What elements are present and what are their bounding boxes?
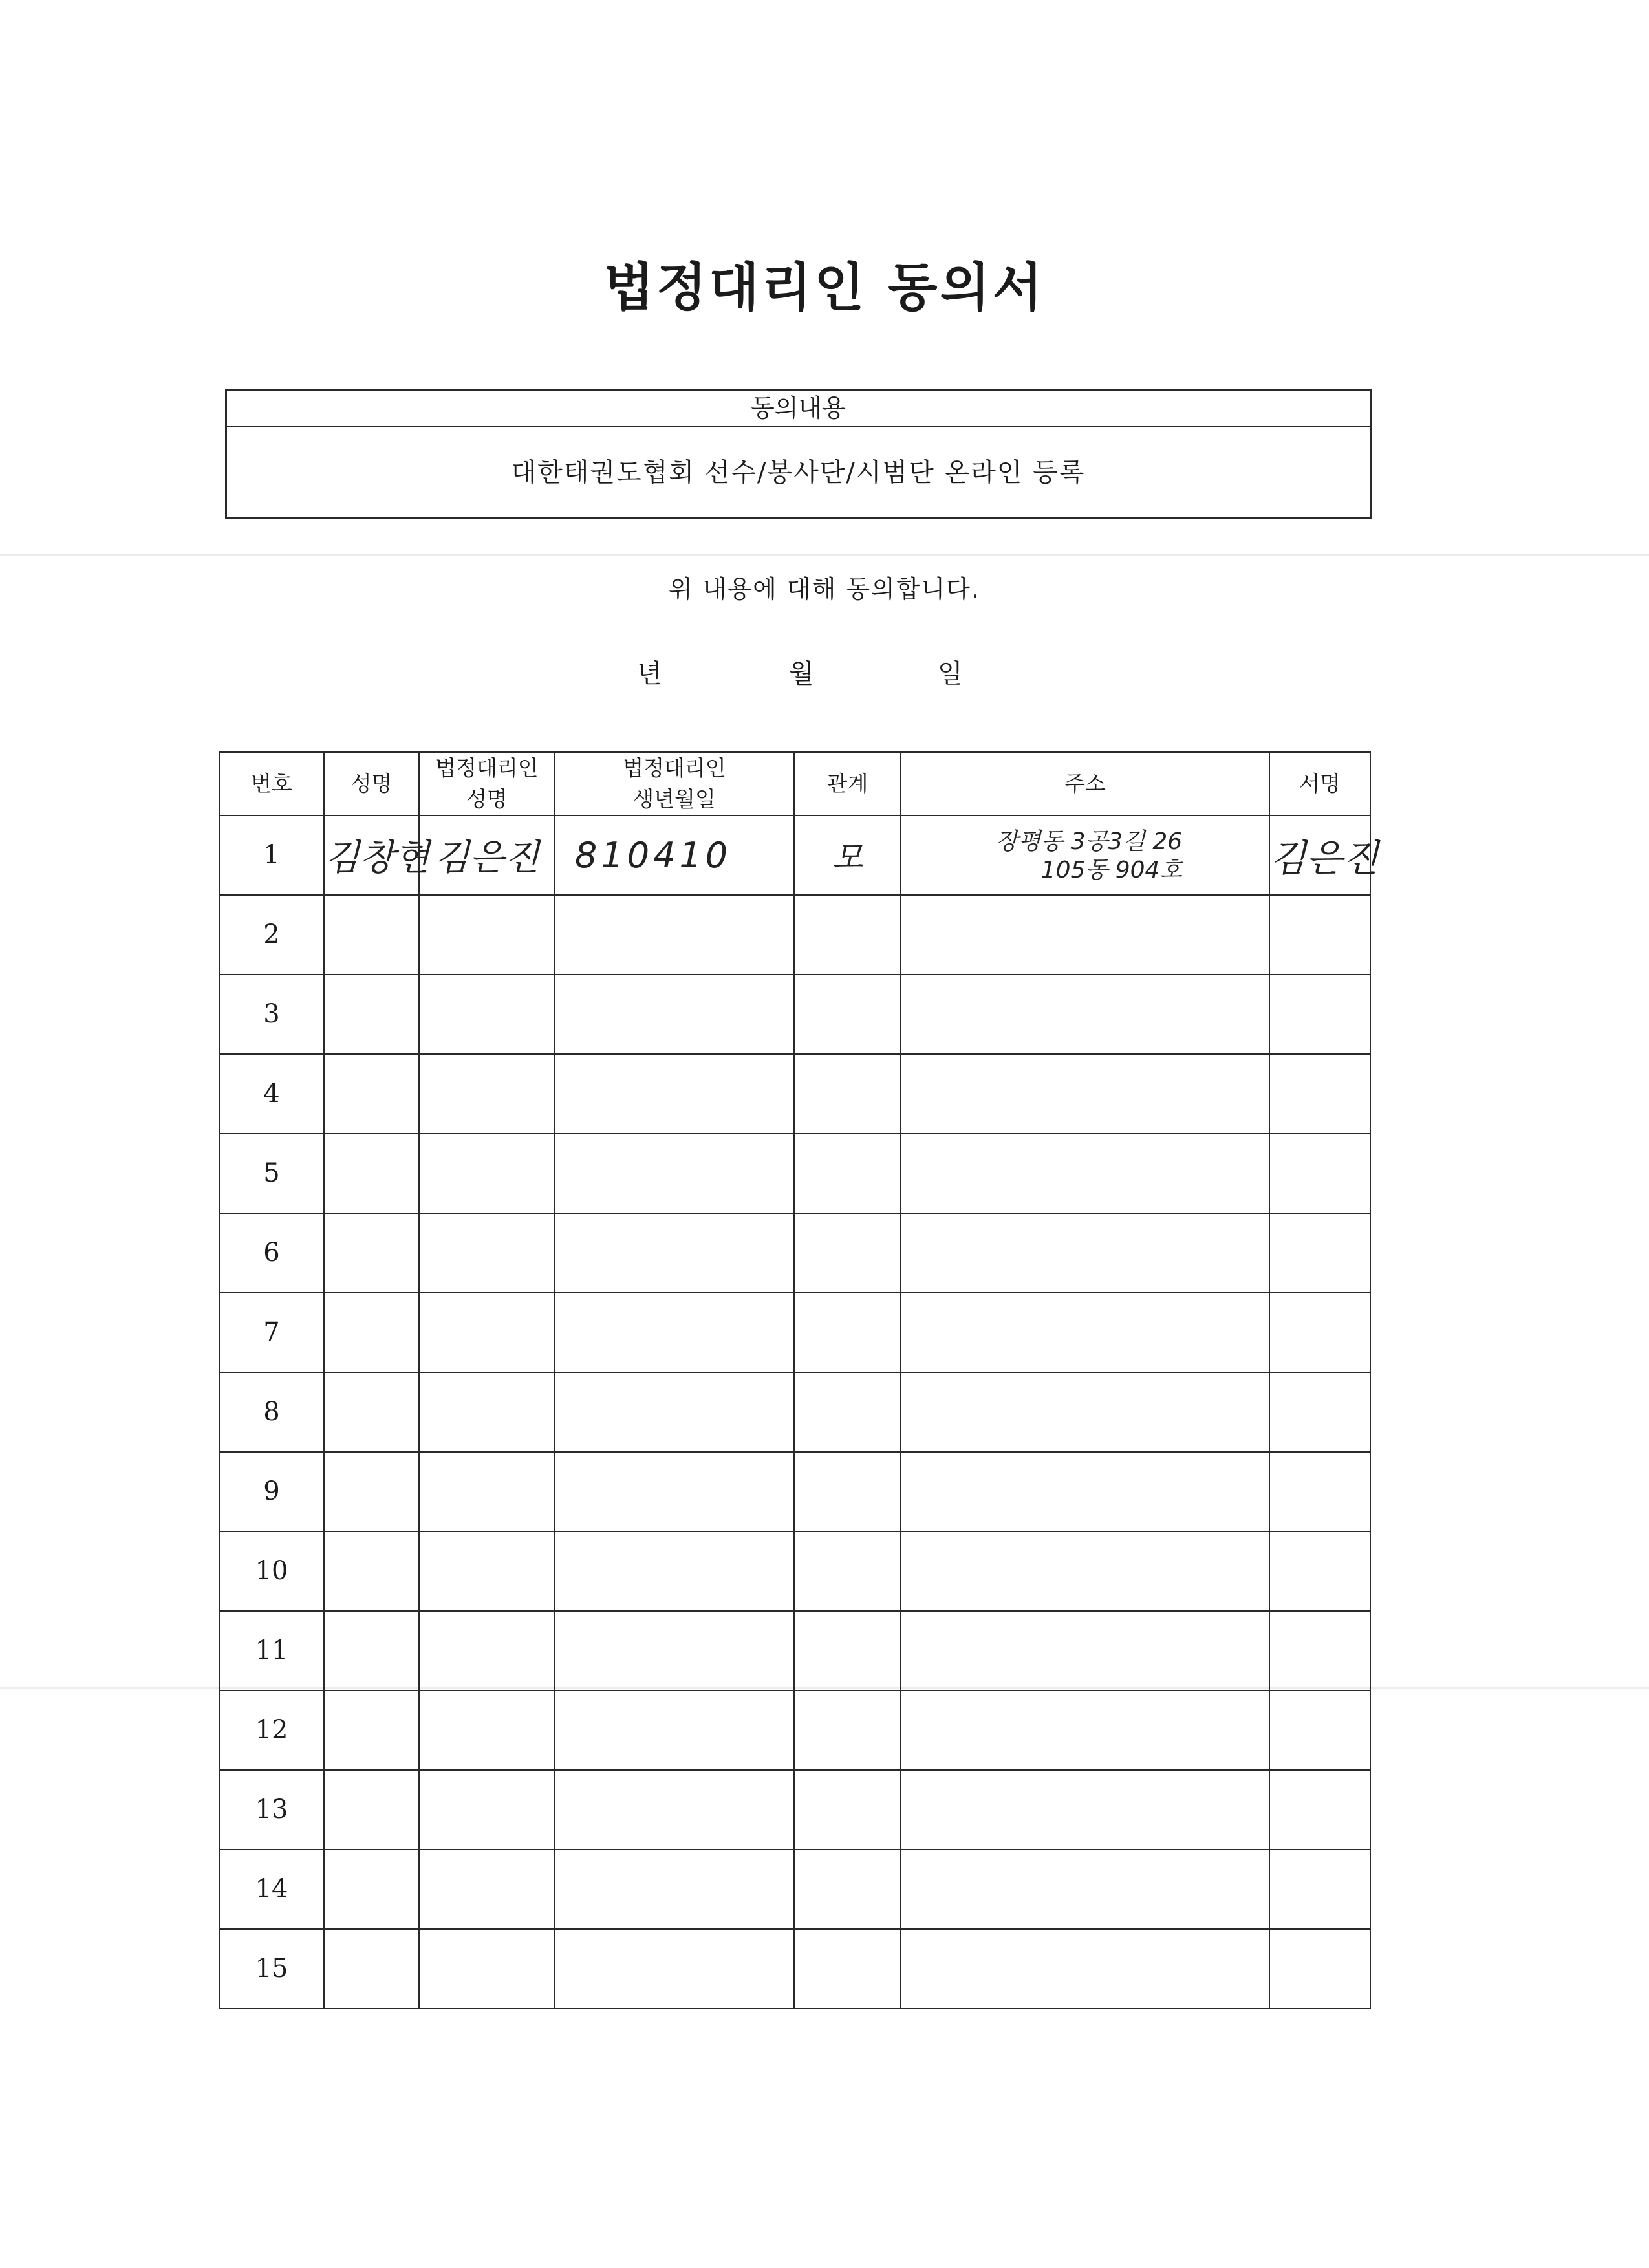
table-row bbox=[219, 975, 1370, 1054]
cell-guardian-birth bbox=[555, 1452, 794, 1531]
row-number: 6 bbox=[219, 1213, 324, 1293]
handwritten-address-line1: 장평동 3공3길 26 bbox=[995, 828, 1183, 856]
cell-relation bbox=[794, 1929, 901, 2009]
cell-name bbox=[324, 1929, 419, 2009]
cell-relation bbox=[794, 895, 901, 975]
cell-address bbox=[901, 1452, 1269, 1531]
cell-relation bbox=[794, 1134, 901, 1213]
cell-address bbox=[901, 1611, 1269, 1690]
header-guardian-birth bbox=[555, 752, 794, 815]
cell-guardian-birth bbox=[555, 1690, 794, 1770]
cell-name bbox=[324, 1531, 419, 1611]
table-header-row bbox=[219, 752, 1370, 815]
cell-name bbox=[324, 975, 419, 1054]
consent-content-header: 동의내용 bbox=[227, 391, 1370, 427]
header-relation: 관계 bbox=[794, 752, 901, 815]
row-number: 11 bbox=[219, 1611, 324, 1690]
cell-name bbox=[324, 1452, 419, 1531]
cell-address bbox=[901, 1690, 1269, 1770]
cell-address bbox=[901, 815, 1269, 895]
cell-signature bbox=[1269, 1770, 1370, 1850]
cell-guardian-birth bbox=[555, 1293, 794, 1372]
table-row bbox=[219, 1929, 1370, 2009]
date-month-label: 월 bbox=[789, 659, 814, 689]
cell-relation bbox=[794, 1850, 901, 1929]
cell-guardian-birth bbox=[555, 895, 794, 975]
cell-name bbox=[324, 1372, 419, 1452]
cell-guardian-birth bbox=[555, 815, 794, 895]
row-number: 8 bbox=[219, 1372, 324, 1452]
handwritten-relation: 모 bbox=[832, 839, 863, 877]
cell-guardian-name bbox=[419, 1213, 555, 1293]
cell-name bbox=[324, 1690, 419, 1770]
cell-address bbox=[901, 1770, 1269, 1850]
cell-signature bbox=[1269, 1690, 1370, 1770]
cell-address bbox=[901, 1293, 1269, 1372]
cell-address bbox=[901, 895, 1269, 975]
row-number: 9 bbox=[219, 1452, 324, 1531]
cell-signature bbox=[1269, 1054, 1370, 1134]
cell-guardian-birth bbox=[555, 975, 794, 1054]
row-number: 7 bbox=[219, 1293, 324, 1372]
cell-signature bbox=[1269, 1611, 1370, 1690]
cell-name bbox=[324, 1213, 419, 1293]
cell-relation bbox=[794, 975, 901, 1054]
header-name: 성명 bbox=[324, 752, 419, 815]
cell-signature bbox=[1269, 1452, 1370, 1531]
cell-relation bbox=[794, 1611, 901, 1690]
cell-guardian-birth bbox=[555, 1770, 794, 1850]
row-number: 3 bbox=[219, 975, 324, 1054]
cell-name bbox=[324, 895, 419, 975]
cell-guardian-name bbox=[419, 1293, 555, 1372]
cell-relation bbox=[794, 1770, 901, 1850]
cell-address bbox=[901, 1054, 1269, 1134]
row-number: 14 bbox=[219, 1850, 324, 1929]
cell-relation bbox=[794, 1293, 901, 1372]
handwritten-signature: 김은진 bbox=[1270, 836, 1379, 881]
cell-name bbox=[324, 1054, 419, 1134]
cell-name bbox=[324, 1850, 419, 1929]
cell-guardian-birth bbox=[555, 1213, 794, 1293]
cell-guardian-name bbox=[419, 1929, 555, 2009]
cell-relation bbox=[794, 1372, 901, 1452]
cell-signature bbox=[1269, 1929, 1370, 2009]
handwritten-guardian-birth: 810410 bbox=[575, 834, 732, 876]
cell-guardian-birth bbox=[555, 1850, 794, 1929]
handwritten-name: 김창현 bbox=[325, 837, 430, 880]
row-number: 1 bbox=[219, 815, 324, 895]
row-number: 15 bbox=[219, 1929, 324, 2009]
handwritten-address-line2: 105동 904호 bbox=[1040, 857, 1183, 884]
cell-address bbox=[901, 1372, 1269, 1452]
consent-content-box bbox=[225, 389, 1372, 519]
header-address: 주소 bbox=[901, 752, 1269, 815]
cell-guardian-name bbox=[419, 1054, 555, 1134]
document-title: 법정대리인 동의서 bbox=[603, 257, 1046, 318]
cell-relation bbox=[794, 1690, 901, 1770]
handwritten-guardian-name: 김은진 bbox=[434, 837, 540, 880]
header-number: 번호 bbox=[219, 752, 324, 815]
cell-signature bbox=[1269, 1293, 1370, 1372]
header-guardian-name-line2: 성명 bbox=[466, 786, 508, 812]
row-number: 2 bbox=[219, 895, 324, 975]
cell-guardian-name bbox=[419, 1452, 555, 1531]
cell-name bbox=[324, 1293, 419, 1372]
table-row bbox=[219, 1293, 1370, 1372]
cell-guardian-name bbox=[419, 975, 555, 1054]
cell-name bbox=[324, 1134, 419, 1213]
table-row bbox=[219, 1850, 1370, 1929]
cell-relation bbox=[794, 815, 901, 895]
cell-guardian-birth bbox=[555, 1134, 794, 1213]
table-row bbox=[219, 895, 1370, 975]
cell-guardian-name bbox=[419, 1770, 555, 1850]
guardian-table bbox=[219, 751, 1379, 2009]
cell-guardian-name bbox=[419, 815, 555, 895]
cell-address bbox=[901, 1850, 1269, 1929]
cell-guardian-name bbox=[419, 1372, 555, 1452]
header-guardian-name bbox=[419, 752, 555, 815]
header-signature: 서명 bbox=[1269, 752, 1370, 815]
table-row bbox=[219, 1611, 1370, 1690]
cell-signature bbox=[1269, 1134, 1370, 1213]
cell-relation bbox=[794, 1213, 901, 1293]
cell-guardian-name bbox=[419, 1611, 555, 1690]
date-day-label: 일 bbox=[938, 659, 963, 689]
cell-guardian-name bbox=[419, 1850, 555, 1929]
table-row bbox=[219, 815, 1370, 895]
row-number: 12 bbox=[219, 1690, 324, 1770]
cell-signature bbox=[1269, 1531, 1370, 1611]
date-year-label: 년 bbox=[637, 659, 662, 689]
table-row bbox=[219, 1054, 1370, 1134]
cell-signature bbox=[1269, 1372, 1370, 1452]
header-guardian-birth-line2: 생년월일 bbox=[633, 786, 716, 812]
table-row bbox=[219, 1690, 1370, 1770]
cell-signature bbox=[1269, 815, 1379, 895]
cell-address bbox=[901, 1929, 1269, 2009]
cell-name bbox=[324, 1611, 419, 1690]
cell-guardian-birth bbox=[555, 1054, 794, 1134]
cell-signature bbox=[1269, 895, 1370, 975]
consent-content-body: 대한태권도협회 선수/봉사단/시범단 온라인 등록 bbox=[511, 458, 1086, 488]
cell-guardian-birth bbox=[555, 1611, 794, 1690]
agreement-statement: 위 내용에 대해 동의합니다. bbox=[668, 575, 981, 603]
paper-fold-line bbox=[0, 554, 1649, 556]
cell-address bbox=[901, 1531, 1269, 1611]
table-row bbox=[219, 1531, 1370, 1611]
table-row bbox=[219, 1770, 1370, 1850]
cell-guardian-name bbox=[419, 1531, 555, 1611]
cell-address bbox=[901, 1213, 1269, 1293]
cell-relation bbox=[794, 1452, 901, 1531]
header-guardian-name-line1: 법정대리인 bbox=[435, 755, 539, 781]
row-number: 10 bbox=[219, 1531, 324, 1611]
cell-guardian-birth bbox=[555, 1531, 794, 1611]
cell-signature bbox=[1269, 975, 1370, 1054]
cell-address bbox=[901, 975, 1269, 1054]
cell-address bbox=[901, 1134, 1269, 1213]
cell-signature bbox=[1269, 1850, 1370, 1929]
row-number: 5 bbox=[219, 1134, 324, 1213]
row-number: 13 bbox=[219, 1770, 324, 1850]
table-row bbox=[219, 1134, 1370, 1213]
header-guardian-birth-line1: 법정대리인 bbox=[623, 755, 726, 781]
cell-name bbox=[324, 815, 430, 895]
cell-signature bbox=[1269, 1213, 1370, 1293]
cell-guardian-name bbox=[419, 895, 555, 975]
cell-relation bbox=[794, 1531, 901, 1611]
cell-name bbox=[324, 1770, 419, 1850]
table-row bbox=[219, 1372, 1370, 1452]
cell-relation bbox=[794, 1054, 901, 1134]
cell-guardian-birth bbox=[555, 1372, 794, 1452]
table-row bbox=[219, 1452, 1370, 1531]
cell-guardian-name bbox=[419, 1134, 555, 1213]
table-row bbox=[219, 1213, 1370, 1293]
cell-guardian-name bbox=[419, 1690, 555, 1770]
cell-guardian-birth bbox=[555, 1929, 794, 2009]
row-number: 4 bbox=[219, 1054, 324, 1134]
